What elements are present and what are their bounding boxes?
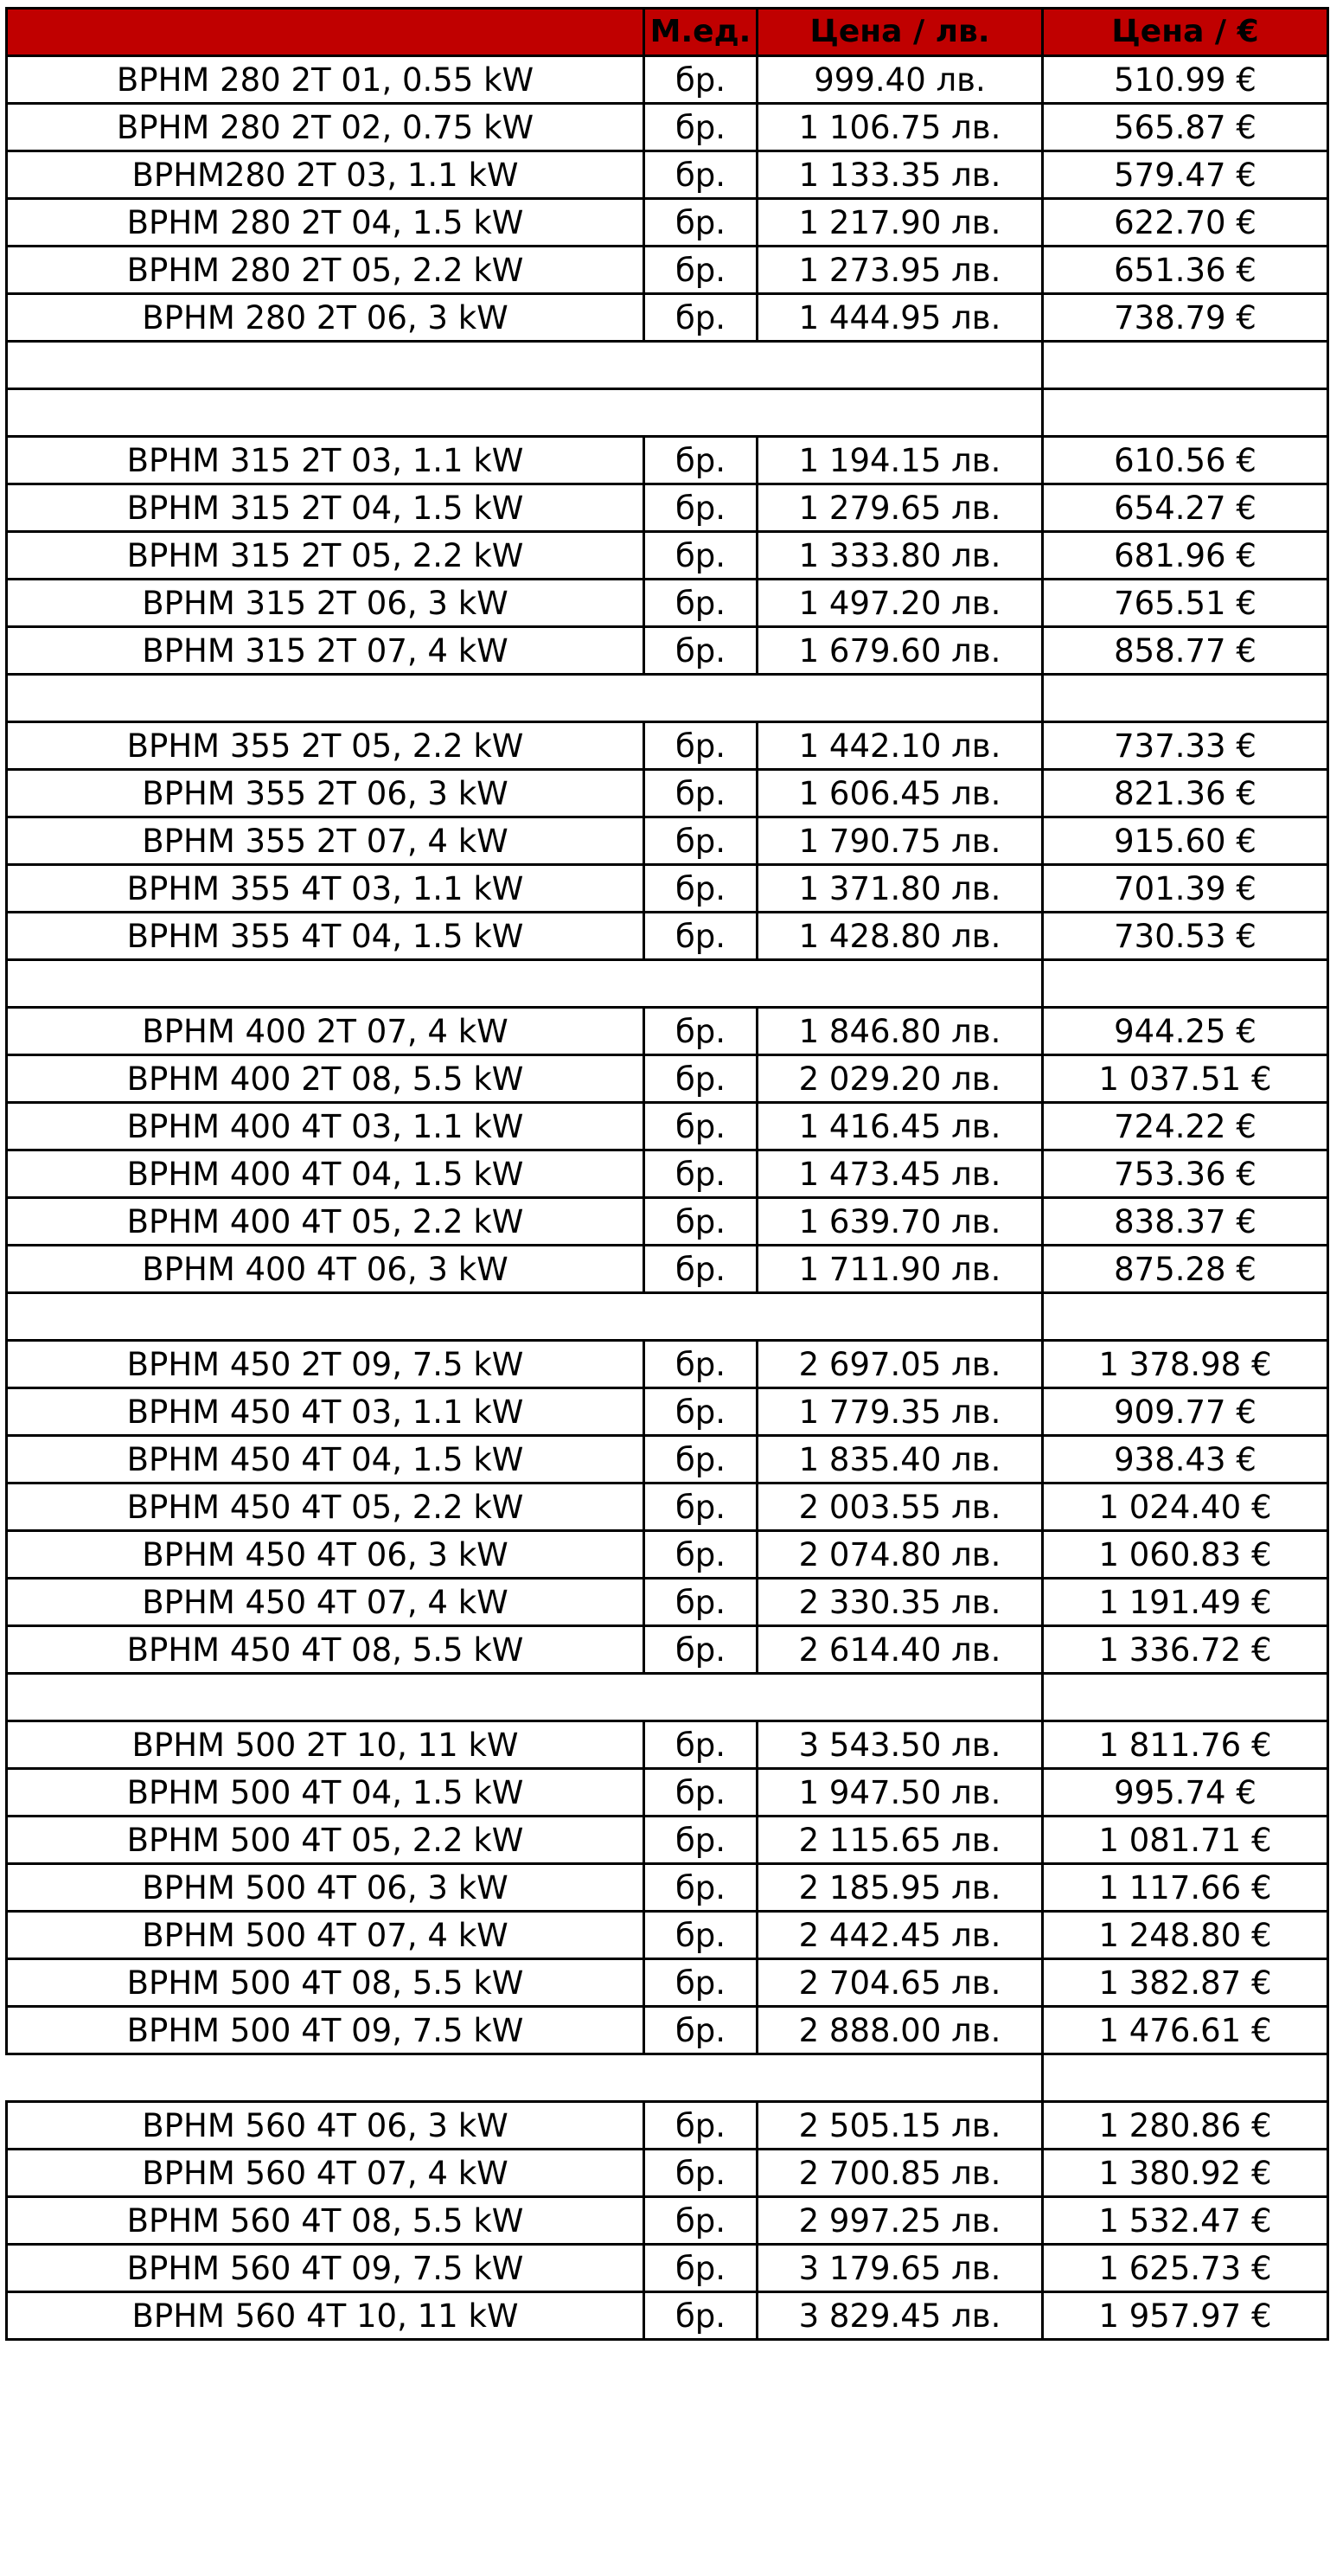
price-eur-cell: 654.27 € [1043,484,1328,532]
price-bgn-cell: 1 133.35 лв. [758,151,1043,199]
product-name-cell: ВРНМ 400 4Т 05, 2.2 kW [7,1198,644,1246]
product-name-cell: ВРНМ 355 2Т 07, 4 kW [7,817,644,865]
price-eur-cell: 1 191.49 € [1043,1579,1328,1626]
price-bgn-cell: 1 639.70 лв. [758,1198,1043,1246]
table-row [7,627,1328,675]
price-table [5,7,1329,2341]
product-name-cell: ВРНМ280 2Т 03, 1.1 kW [7,151,644,199]
spacer-row [7,960,1328,1008]
table-row [7,1341,1328,1388]
price-bgn-cell: 1 428.80 лв. [758,913,1043,960]
price-bgn-cell: 1 416.45 лв. [758,1103,1043,1150]
table-header [7,9,1328,56]
price-bgn-cell: 1 444.95 лв. [758,294,1043,342]
table-row [7,2007,1328,2054]
price-bgn-cell: 3 179.65 лв. [758,2245,1043,2292]
table-row [7,580,1328,627]
price-bgn-cell: 1 846.80 лв. [758,1008,1043,1055]
table-row [7,1579,1328,1626]
table-row [7,1008,1328,1055]
header-price-bgn: Цена / лв. [758,9,1043,56]
unit-cell: бр. [644,2292,758,2340]
product-name-cell: ВРНМ 280 2Т 05, 2.2 kW [7,247,644,294]
header-price-eur: Цена / € [1043,9,1328,56]
price-eur-cell: 730.53 € [1043,913,1328,960]
product-name-cell: ВРНМ 355 4Т 04, 1.5 kW [7,913,644,960]
product-name-cell: ВРНМ 450 4Т 08, 5.5 kW [7,1626,644,1674]
price-bgn-cell: 3 543.50 лв. [758,1721,1043,1769]
price-eur-cell: 765.51 € [1043,580,1328,627]
product-name-cell: ВРНМ 315 2Т 06, 3 kW [7,580,644,627]
unit-cell: бр. [644,484,758,532]
table-row [7,1055,1328,1103]
table-row [7,1103,1328,1150]
price-bgn-cell: 2 505.15 лв. [758,2102,1043,2150]
unit-cell: бр. [644,247,758,294]
product-name-cell: ВРНМ 560 4Т 06, 3 kW [7,2102,644,2150]
table-row [7,56,1328,104]
price-bgn-cell: 1 497.20 лв. [758,580,1043,627]
spacer-cell-right [1043,342,1328,389]
price-bgn-cell: 2 704.65 лв. [758,1959,1043,2007]
unit-cell: бр. [644,1246,758,1293]
unit-cell: бр. [644,104,758,151]
spacer-cell-left [7,1674,1043,1721]
unit-cell: бр. [644,437,758,484]
price-eur-cell: 1 476.61 € [1043,2007,1328,2054]
price-bgn-cell: 2 997.25 лв. [758,2197,1043,2245]
table-row [7,1817,1328,1864]
product-name-cell: ВРНМ 400 4Т 03, 1.1 kW [7,1103,644,1150]
table-row [7,1436,1328,1483]
price-eur-cell: 944.25 € [1043,1008,1328,1055]
product-name-cell: ВРНМ 400 4Т 04, 1.5 kW [7,1150,644,1198]
unit-cell: бр. [644,199,758,247]
unit-cell: бр. [644,1579,758,1626]
price-eur-cell: 1 382.87 € [1043,1959,1328,2007]
table-row [7,2150,1328,2197]
unit-cell: бр. [644,1626,758,1674]
spacer-row [7,675,1328,722]
spacer-cell-right [1043,389,1328,437]
unit-cell: бр. [644,1436,758,1483]
unit-cell: бр. [644,1912,758,1959]
product-name-cell: ВРНМ 400 4Т 06, 3 kW [7,1246,644,1293]
table-row [7,2245,1328,2292]
price-eur-cell: 909.77 € [1043,1388,1328,1436]
table-row [7,2102,1328,2150]
table-row [7,1959,1328,2007]
spacer-row [7,1293,1328,1341]
spacer-cell-right [1043,2054,1328,2102]
unit-cell: бр. [644,1959,758,2007]
product-name-cell: ВРНМ 560 4Т 09, 7.5 kW [7,2245,644,2292]
price-eur-cell: 510.99 € [1043,56,1328,104]
price-bgn-cell: 2 185.95 лв. [758,1864,1043,1912]
table-body [7,56,1328,2340]
unit-cell: бр. [644,1341,758,1388]
product-name-cell: ВРНМ 450 4Т 03, 1.1 kW [7,1388,644,1436]
price-eur-cell: 1 024.40 € [1043,1483,1328,1531]
table-row [7,1912,1328,1959]
unit-cell: бр. [644,580,758,627]
table-row [7,817,1328,865]
product-name-cell: ВРНМ 450 4Т 06, 3 kW [7,1531,644,1579]
unit-cell: бр. [644,151,758,199]
header-row [7,9,1328,56]
table-row [7,770,1328,817]
unit-cell: бр. [644,770,758,817]
product-name-cell: ВРНМ 450 4Т 05, 2.2 kW [7,1483,644,1531]
price-bgn-cell: 2 888.00 лв. [758,2007,1043,2054]
unit-cell: бр. [644,2150,758,2197]
price-bgn-cell: 2 442.45 лв. [758,1912,1043,1959]
price-bgn-cell: 2 115.65 лв. [758,1817,1043,1864]
price-eur-cell: 1 625.73 € [1043,2245,1328,2292]
table-row [7,1721,1328,1769]
table-row [7,722,1328,770]
price-bgn-cell: 1 473.45 лв. [758,1150,1043,1198]
table-row [7,104,1328,151]
table-row [7,199,1328,247]
price-eur-cell: 1 380.92 € [1043,2150,1328,2197]
price-eur-cell: 738.79 € [1043,294,1328,342]
price-eur-cell: 1 811.76 € [1043,1721,1328,1769]
price-bgn-cell: 2 700.85 лв. [758,2150,1043,2197]
unit-cell: бр. [644,1388,758,1436]
header-name [7,9,644,56]
unit-cell: бр. [644,865,758,913]
product-name-cell: ВРНМ 560 4Т 10, 11 kW [7,2292,644,2340]
price-bgn-cell: 1 273.95 лв. [758,247,1043,294]
spacer-row [7,2054,1328,2102]
unit-cell: бр. [644,2197,758,2245]
product-name-cell: ВРНМ 355 2Т 05, 2.2 kW [7,722,644,770]
price-bgn-cell: 1 779.35 лв. [758,1388,1043,1436]
price-eur-cell: 858.77 € [1043,627,1328,675]
product-name-cell: ВРНМ 450 4Т 04, 1.5 kW [7,1436,644,1483]
price-bgn-cell: 2 697.05 лв. [758,1341,1043,1388]
price-eur-cell: 651.36 € [1043,247,1328,294]
price-bgn-cell: 2 074.80 лв. [758,1531,1043,1579]
price-bgn-cell: 2 003.55 лв. [758,1483,1043,1531]
price-bgn-cell: 1 279.65 лв. [758,484,1043,532]
price-bgn-cell: 1 947.50 лв. [758,1769,1043,1817]
unit-cell: бр. [644,2102,758,2150]
table-row [7,1198,1328,1246]
price-bgn-cell: 1 371.80 лв. [758,865,1043,913]
table-row [7,2197,1328,2245]
price-bgn-cell: 1 442.10 лв. [758,722,1043,770]
price-bgn-cell: 1 790.75 лв. [758,817,1043,865]
header-unit: М.ед. [644,9,758,56]
spacer-cell-left [7,675,1043,722]
unit-cell: бр. [644,532,758,580]
table-row [7,1626,1328,1674]
price-bgn-cell: 1 711.90 лв. [758,1246,1043,1293]
product-name-cell: ВРНМ 315 2Т 04, 1.5 kW [7,484,644,532]
price-bgn-cell: 3 829.45 лв. [758,2292,1043,2340]
price-bgn-cell: 1 106.75 лв. [758,104,1043,151]
table-row [7,1769,1328,1817]
table-row [7,913,1328,960]
unit-cell: бр. [644,1483,758,1531]
spacer-cell-left [7,1293,1043,1341]
price-eur-cell: 821.36 € [1043,770,1328,817]
product-name-cell: ВРНМ 400 2Т 07, 4 kW [7,1008,644,1055]
price-bgn-cell: 999.40 лв. [758,56,1043,104]
price-eur-cell: 1 248.80 € [1043,1912,1328,1959]
product-name-cell: ВРНМ 500 4Т 04, 1.5 kW [7,1769,644,1817]
product-name-cell: ВРНМ 500 4Т 05, 2.2 kW [7,1817,644,1864]
table-row [7,294,1328,342]
product-name-cell: ВРНМ 355 2Т 06, 3 kW [7,770,644,817]
spacer-row [7,342,1328,389]
product-name-cell: ВРНМ 450 4Т 07, 4 kW [7,1579,644,1626]
price-eur-cell: 610.56 € [1043,437,1328,484]
table-row [7,484,1328,532]
unit-cell: бр. [644,1198,758,1246]
product-name-cell: ВРНМ 450 2Т 09, 7.5 kW [7,1341,644,1388]
product-name-cell: ВРНМ 400 2Т 08, 5.5 kW [7,1055,644,1103]
unit-cell: бр. [644,1769,758,1817]
unit-cell: бр. [644,2245,758,2292]
price-bgn-cell: 2 614.40 лв. [758,1626,1043,1674]
unit-cell: бр. [644,1721,758,1769]
price-eur-cell: 1 280.86 € [1043,2102,1328,2150]
price-eur-cell: 838.37 € [1043,1198,1328,1246]
unit-cell: бр. [644,817,758,865]
spacer-cell-right [1043,1674,1328,1721]
price-bgn-cell: 1 217.90 лв. [758,199,1043,247]
price-eur-cell: 995.74 € [1043,1769,1328,1817]
price-eur-cell: 622.70 € [1043,199,1328,247]
spacer-cell-right [1043,1293,1328,1341]
table-row [7,532,1328,580]
unit-cell: бр. [644,913,758,960]
spacer-cell-right [1043,675,1328,722]
price-eur-cell: 1 081.71 € [1043,1817,1328,1864]
unit-cell: бр. [644,2007,758,2054]
spacer-cell-left [7,389,1043,437]
unit-cell: бр. [644,1055,758,1103]
table-row [7,1483,1328,1531]
price-eur-cell: 1 336.72 € [1043,1626,1328,1674]
unit-cell: бр. [644,1008,758,1055]
product-name-cell: ВРНМ 500 4Т 09, 7.5 kW [7,2007,644,2054]
product-name-cell: ВРНМ 280 2Т 01, 0.55 kW [7,56,644,104]
price-eur-cell: 1 378.98 € [1043,1341,1328,1388]
price-eur-cell: 915.60 € [1043,817,1328,865]
product-name-cell: ВРНМ 500 4Т 07, 4 kW [7,1912,644,1959]
product-name-cell: ВРНМ 315 2Т 03, 1.1 kW [7,437,644,484]
unit-cell: бр. [644,1103,758,1150]
spacer-row [7,1674,1328,1721]
price-bgn-cell: 1 606.45 лв. [758,770,1043,817]
product-name-cell: ВРНМ 355 4Т 03, 1.1 kW [7,865,644,913]
table-row [7,437,1328,484]
product-name-cell: ВРНМ 560 4Т 07, 4 kW [7,2150,644,2197]
table-row [7,1388,1328,1436]
price-eur-cell: 875.28 € [1043,1246,1328,1293]
unit-cell: бр. [644,1817,758,1864]
price-bgn-cell: 1 835.40 лв. [758,1436,1043,1483]
unit-cell: бр. [644,1864,758,1912]
spacer-cell-left [7,960,1043,1008]
product-name-cell: ВРНМ 500 2Т 10, 11 kW [7,1721,644,1769]
price-eur-cell: 1 532.47 € [1043,2197,1328,2245]
unit-cell: бр. [644,1531,758,1579]
price-eur-cell: 681.96 € [1043,532,1328,580]
price-eur-cell: 1 060.83 € [1043,1531,1328,1579]
product-name-cell: ВРНМ 280 2Т 04, 1.5 kW [7,199,644,247]
table-row [7,151,1328,199]
table-row [7,865,1328,913]
table-row [7,247,1328,294]
price-bgn-cell: 1 679.60 лв. [758,627,1043,675]
price-eur-cell: 565.87 € [1043,104,1328,151]
table-row [7,1150,1328,1198]
price-eur-cell: 579.47 € [1043,151,1328,199]
unit-cell: бр. [644,1150,758,1198]
price-eur-cell: 1 957.97 € [1043,2292,1328,2340]
unit-cell: бр. [644,627,758,675]
price-eur-cell: 737.33 € [1043,722,1328,770]
price-eur-cell: 1 117.66 € [1043,1864,1328,1912]
product-name-cell: ВРНМ 500 4Т 08, 5.5 kW [7,1959,644,2007]
product-name-cell: ВРНМ 315 2Т 07, 4 kW [7,627,644,675]
spacer-cell-right [1043,960,1328,1008]
price-eur-cell: 1 037.51 € [1043,1055,1328,1103]
price-bgn-cell: 2 330.35 лв. [758,1579,1043,1626]
price-bgn-cell: 1 194.15 лв. [758,437,1043,484]
product-name-cell: ВРНМ 500 4Т 06, 3 kW [7,1864,644,1912]
spacer-row [7,389,1328,437]
table-row [7,1531,1328,1579]
table-row [7,2292,1328,2340]
product-name-cell: ВРНМ 560 4Т 08, 5.5 kW [7,2197,644,2245]
unit-cell: бр. [644,294,758,342]
price-eur-cell: 938.43 € [1043,1436,1328,1483]
product-name-cell: ВРНМ 315 2Т 05, 2.2 kW [7,532,644,580]
price-bgn-cell: 2 029.20 лв. [758,1055,1043,1103]
price-eur-cell: 701.39 € [1043,865,1328,913]
unit-cell: бр. [644,56,758,104]
table-row [7,1864,1328,1912]
price-eur-cell: 753.36 € [1043,1150,1328,1198]
unit-cell: бр. [644,722,758,770]
spacer-cell-left [7,2054,1043,2102]
product-name-cell: ВРНМ 280 2Т 06, 3 kW [7,294,644,342]
price-eur-cell: 724.22 € [1043,1103,1328,1150]
product-name-cell: ВРНМ 280 2Т 02, 0.75 kW [7,104,644,151]
table-row [7,1246,1328,1293]
price-bgn-cell: 1 333.80 лв. [758,532,1043,580]
spacer-cell-left [7,342,1043,389]
